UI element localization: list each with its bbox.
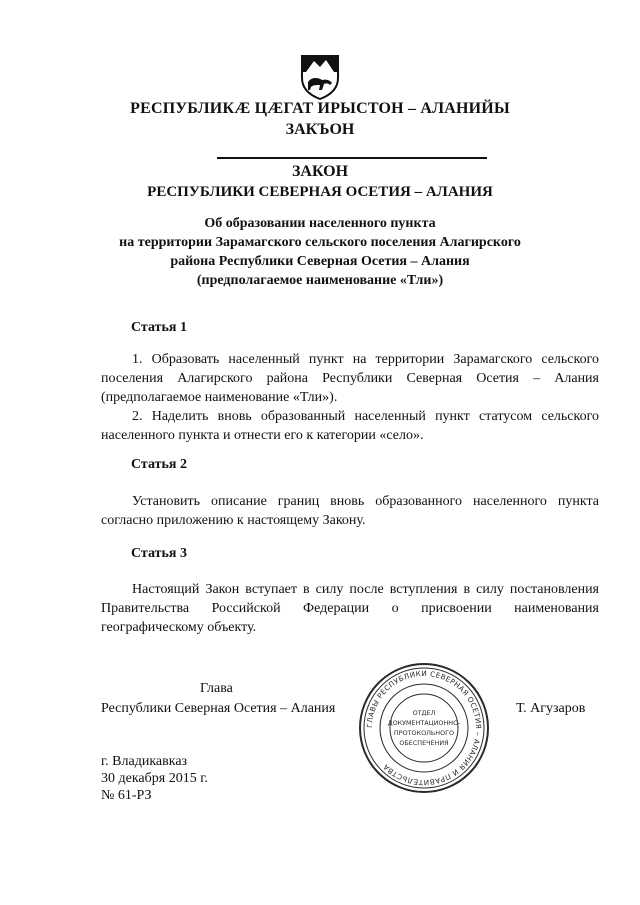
signatory-title: Глава	[200, 681, 233, 696]
article-2-paragraph: Установить описание границ вновь образованного населенного пункта согласно приложению к настоящему Закону.	[101, 494, 599, 528]
official-seal-stamp	[357, 661, 491, 795]
stamp-center-line: ПРОТОКОЛЬНОГО	[393, 729, 455, 737]
russian-law-heading: ЗАКОН	[291, 163, 349, 180]
signatory-organization: Республики Северная Осетия – Алания	[101, 701, 336, 716]
issue-city: г. Владикавказ	[101, 754, 188, 769]
law-title-line: на территории Зарамагского сельского поселения Алагирского	[119, 235, 521, 250]
coat-of-arms-icon	[298, 52, 342, 100]
article-1-paragraph-1: 1. Образовать населенный пункт на территории Зарамагского сельского поселения Алагирского района Республики Северная Осетия – Алания (предполагаемое наименование «Тли»).	[101, 352, 599, 405]
law-number: № 61-РЗ	[101, 788, 152, 803]
article-3-paragraph: Настоящий Закон вступает в силу после вступления в силу постановления Правительства Российской Федерации о присвоении наименования географическому объекту.	[101, 582, 599, 635]
stamp-center-line: ОТДЕЛ	[412, 709, 436, 717]
article-3-heading: Статья 3	[131, 546, 187, 561]
signatory-name: Т. Агузаров	[516, 701, 586, 716]
russian-republic-heading: РЕСПУБЛИКИ СЕВЕРНАЯ ОСЕТИЯ – АЛАНИЯ	[147, 184, 493, 200]
law-title-line: (предполагаемое наименование «Тли»)	[196, 273, 444, 288]
header-divider	[217, 157, 487, 159]
ossetian-republic-heading: РЕСПУБЛИКÆ ЦÆГАТ ИРЫСТОН – АЛАНИЙЫ	[130, 100, 510, 117]
article-1-paragraph-2: 2. Наделить вновь образованный населенный пункт статусом сельского населенного пункта и отнести его к категории «село».	[101, 409, 599, 443]
article-2-heading: Статья 2	[131, 457, 187, 472]
article-1-heading: Статья 1	[131, 320, 187, 335]
stamp-ring-text: ГЛАВЫ РЕСПУБЛИКИ СЕВЕРНАЯ ОСЕТИЯ – АЛАНИЯ И ПРАВИТЕЛЬСТВА	[364, 668, 484, 788]
stamp-center-line: ДОКУМЕНТАЦИОННО-	[387, 719, 461, 727]
ossetian-law-heading: ЗАКЪОН	[285, 121, 355, 138]
issue-date: 30 декабря 2015 г.	[101, 771, 208, 786]
stamp-center-line: ОБЕСПЕЧЕНИЯ	[399, 739, 449, 747]
law-title-line: района Республики Северная Осетия – Алания	[170, 254, 470, 269]
law-title-line: Об образовании населенного пункта	[204, 216, 436, 231]
